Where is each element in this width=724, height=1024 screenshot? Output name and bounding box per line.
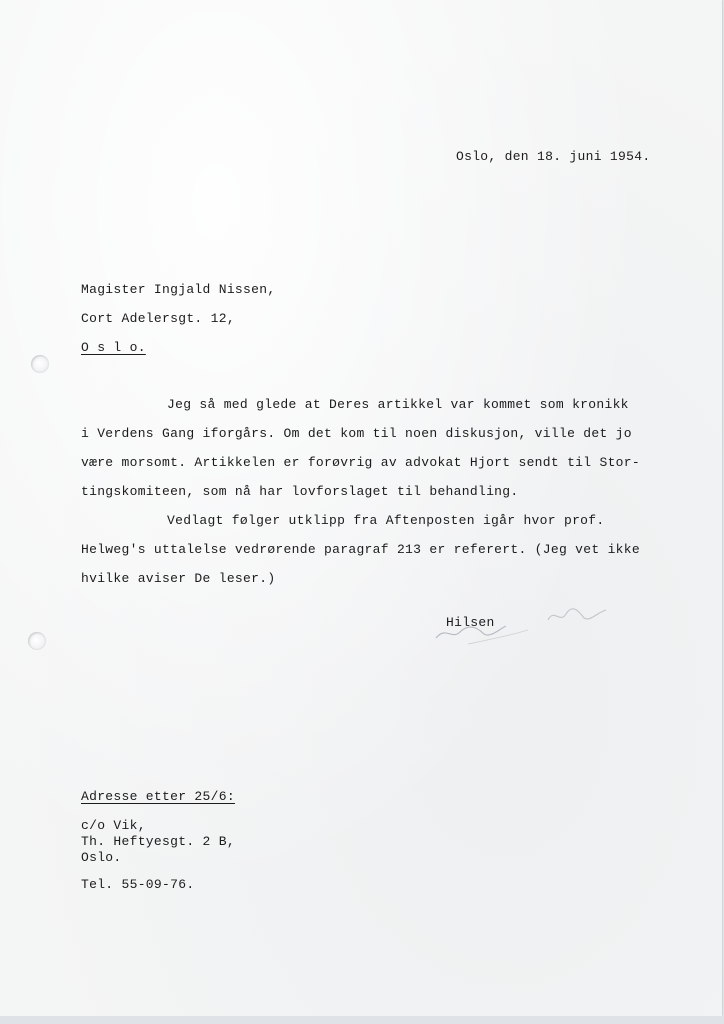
body-line-4: tingskomiteen, som nå har lovforslaget til behandling. xyxy=(81,484,519,499)
body-line-6: Helweg's uttalelse vedrørende paragraf 213 er referert. (Jeg vet ikke xyxy=(81,542,640,557)
address-after-line-1: c/o Vik, xyxy=(81,818,146,833)
scan-bottom-edge xyxy=(0,1016,724,1024)
address-after-heading: Adresse etter 25/6: xyxy=(81,789,235,804)
address-after-phone: Tel. 55-09-76. xyxy=(81,877,195,892)
letter-date: Oslo, den 18. juni 1954. xyxy=(456,149,651,164)
recipient-name: Magister Ingjald Nissen, xyxy=(81,282,276,297)
closing-greeting: Hilsen xyxy=(446,615,495,630)
address-after-line-2: Th. Heftyesgt. 2 B, xyxy=(81,834,235,849)
recipient-city: O s l o. xyxy=(81,340,146,355)
address-after-line-3: Oslo. xyxy=(81,850,122,865)
recipient-street: Cort Adelersgt. 12, xyxy=(81,311,235,326)
handwritten-signature xyxy=(428,596,628,656)
punch-hole-bottom xyxy=(28,632,46,650)
body-line-2: i Verdens Gang iforgårs. Om det kom til noen diskusjon, ville det jo xyxy=(81,426,632,441)
punch-hole-top xyxy=(31,355,49,373)
body-line-1: Jeg så med glede at Deres artikkel var kommet som kronikk xyxy=(167,397,629,412)
body-line-5: Vedlagt følger utklipp fra Aftenposten igår hvor prof. xyxy=(167,513,605,528)
body-line-3: være morsomt. Artikkelen er forøvrig av advokat Hjort sendt til Stor- xyxy=(81,455,640,470)
body-line-7: hvilke aviser De leser.) xyxy=(81,571,276,586)
